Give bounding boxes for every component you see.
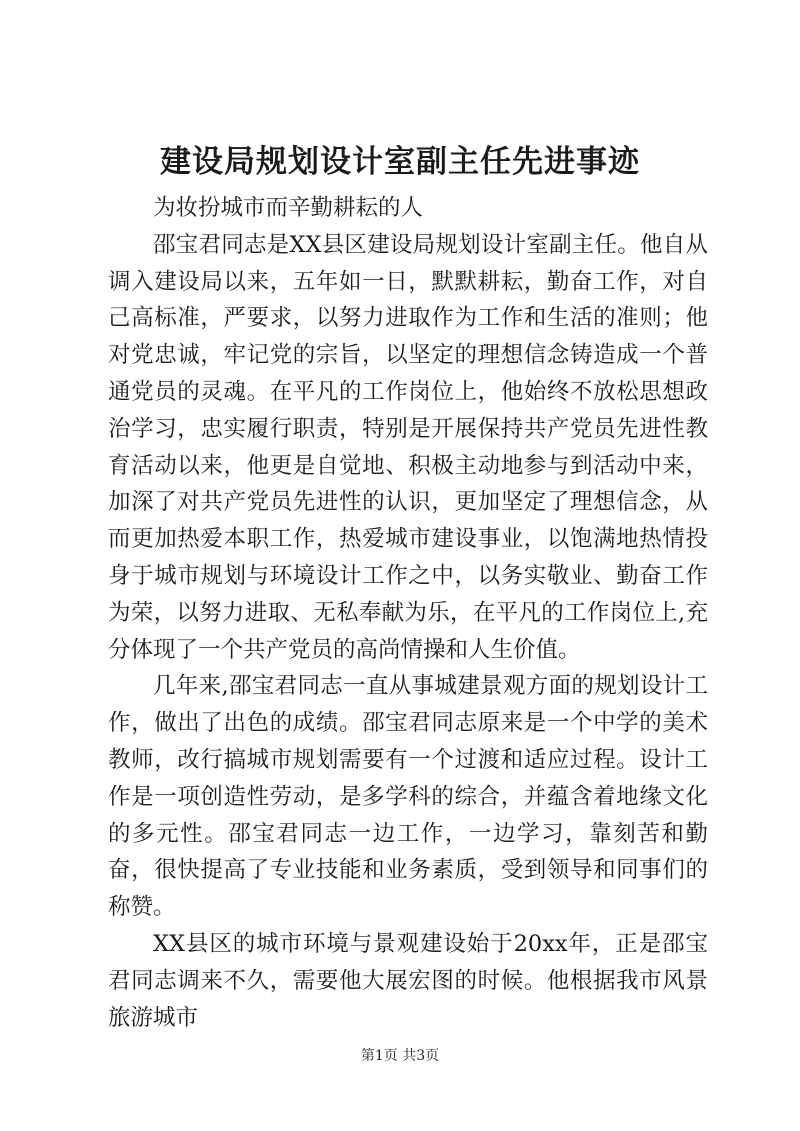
- document-body: [108, 190, 708, 1036]
- page-footer: 第1页 共3页: [360, 1048, 440, 1064]
- body-paragraph-3: XX县区的城市环境与景观建设始于20xx年，正是邵宝君同志调来不久，需要他大展宏图的时候。他根据我市风景旅游城市: [108, 930, 708, 1031]
- page-title: 建设局规划设计室副主任先进事迹: [160, 144, 640, 180]
- body-paragraph-1: 邵宝君同志是XX县区建设局规划设计室副主任。他自从调入建设局以来，五年如一日，默默耕耘，勤奋工作，对自己高标准，严要求，以努力进取作为工作和生活的准则；他对党忠诚，牢记党的宗旨，以坚定的理想信念铸造成一个普通党员的灵魂。在平凡的工作岗位上，他始终不放松思想政治学习，忠实履行职责，特别是开展保持共产党员先进性教育活动以来，他更是自觉地、积极主动地参与到活动中来，加深了对共产党员先进性的认识，更加坚定了理想信念，从而更加热爱本职工作，热爱城市建设事业，以饱满地热情投身于城市规划与环境设计工作之中，以务实敬业、勤奋工作为荣，以努力进取、无私奉献为乐，在平凡的工作岗位上,充分体现了一个共产党员的高尚情操和人生价值。: [108, 231, 708, 663]
- subtitle-paragraph: 为妆扮城市而辛勤耕耘的人: [153, 195, 424, 221]
- body-paragraph-2: 几年来,邵宝君同志一直从事城建景观方面的规划设计工作，做出了出色的成绩。邵宝君同志原来是一个中学的美术教师，改行搞城市规划需要有一个过渡和适应过程。设计工作是一项创造性劳动，是多学科的综合，并蕴含着地缘文化的多元性。邵宝君同志一边工作，一边学习，靠刻苦和勤奋，很快提高了专业技能和业务素质，受到领导和同事们的称赞。: [108, 673, 708, 921]
